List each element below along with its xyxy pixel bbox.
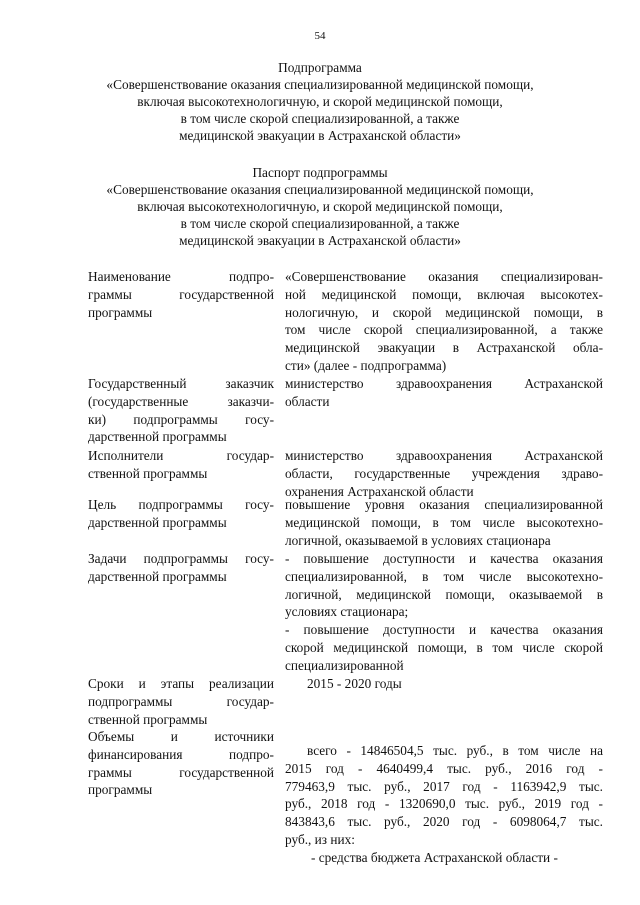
label-line: Сроки и этапы реализации <box>88 676 274 691</box>
label-line: финансирования подпро- <box>88 746 274 762</box>
heading-line: Паспорт подпрограммы <box>252 165 388 180</box>
value-line: 2015 год - 4640499,4 тыс. руб., 2016 год - <box>285 760 603 776</box>
value-line: руб., из них: <box>285 831 355 847</box>
value-line: логичной, оказываемой в условиях стационара <box>285 532 551 548</box>
label-line: Государственный заказчик <box>88 376 274 391</box>
label-line: подпрограммы государ- <box>88 693 274 709</box>
label-line: граммы государственной <box>88 764 274 780</box>
heading-line: включая высокотехнологичную, и скорой медицинской помощи, <box>137 199 503 214</box>
row-label <box>88 268 274 321</box>
label-line: Объемы и источники <box>88 729 274 744</box>
value-line: 2015 - 2020 годы <box>307 676 402 691</box>
label-line: Задачи подпрограммы госу- <box>88 551 274 566</box>
value-line: медицинской помощи, в том числе высокотехно- <box>285 514 603 530</box>
row-label <box>88 447 274 483</box>
row-value <box>285 675 603 693</box>
heading-line: «Совершенствование оказания специализированной медицинской помощи, <box>106 77 534 92</box>
row-value <box>285 447 603 500</box>
value-line: министерство здравоохранения Астраханской <box>285 448 603 463</box>
value-line: логичной, медицинской помощи, оказываемой в <box>285 586 603 602</box>
heading-line: в том числе скорой специализированной, а также <box>180 111 460 126</box>
value-line: ной медицинской помощи, включая высокотех- <box>285 286 603 302</box>
value-line: нологичную, и скорой медицинской помощи, в <box>285 304 603 320</box>
heading-line: включая высокотехнологичную, и скорой медицинской помощи, <box>137 94 503 109</box>
subprogram-heading <box>60 59 580 144</box>
row-label <box>88 728 274 799</box>
label-line: (государственные заказчи- <box>88 393 274 409</box>
heading-line: медицинской эвакуации в Астраханской области» <box>179 128 461 143</box>
heading-line: Подпрограмма <box>278 60 362 75</box>
label-line: граммы государственной <box>88 286 274 302</box>
value-line: том числе скорой специализированной, а также <box>285 322 603 338</box>
value-line: - повышение доступности и качества оказания <box>285 622 603 638</box>
value-line: специализированной, в том числе высокотехно- <box>285 568 603 584</box>
label-line: Наименование подпро- <box>88 269 274 284</box>
value-line: охранения Астраханской области <box>285 483 474 499</box>
heading-line: медицинской эвакуации в Астраханской области» <box>179 233 461 248</box>
value-line: министерство здравоохранения Астраханской <box>285 376 603 391</box>
value-line: 779463,9 тыс. руб., 2017 год - 1163942,9 тыс. <box>285 778 603 794</box>
heading-line: в том числе скорой специализированной, а также <box>180 216 460 231</box>
value-line: области, государственные учреждения здраво- <box>285 465 603 481</box>
label-line: программы <box>88 304 153 320</box>
label-line: дарственной программы <box>88 568 227 584</box>
label-line: ки) подпрограммы госу- <box>88 411 274 427</box>
row-value <box>285 268 603 375</box>
value-line: «Совершенствование оказания специализирован- <box>285 269 603 284</box>
value-line: специализированной <box>285 657 404 673</box>
row-value <box>285 496 603 549</box>
row-value <box>285 375 603 411</box>
label-line: ственной программы <box>88 711 208 727</box>
label-line: Исполнители государ- <box>88 448 274 463</box>
value-line: - средства бюджета Астраханской области - <box>311 849 558 865</box>
value-line: 843843,6 тыс. руб., 2020 год - 6098064,7 тыс. <box>285 814 603 830</box>
value-line: области <box>285 393 330 409</box>
value-line: условиях стационара; <box>285 604 409 620</box>
row-value <box>285 742 603 867</box>
row-value <box>285 550 603 675</box>
value-line: медицинской эвакуации в Астраханской обла- <box>285 340 603 356</box>
heading-line: «Совершенствование оказания специализированной медицинской помощи, <box>106 182 534 197</box>
label-line: дарственной программы <box>88 429 227 445</box>
page-number: 54 <box>314 30 326 42</box>
row-label <box>88 675 274 728</box>
label-line: ственной программы <box>88 465 208 481</box>
row-label <box>88 550 274 586</box>
row-label <box>88 496 274 532</box>
label-line: программы <box>88 782 153 798</box>
row-label <box>88 375 274 446</box>
label-line: дарственной программы <box>88 514 227 530</box>
value-line: сти» (далее - подпрограмма) <box>285 357 447 373</box>
value-line: скорой медицинской помощи, в том числе скорой <box>285 639 603 655</box>
value-line: - повышение доступности и качества оказания <box>285 551 603 566</box>
passport-heading <box>60 164 580 249</box>
value-line: руб., 2018 год - 1320690,0 тыс. руб., 2019 год - <box>285 796 603 812</box>
value-line: повышение уровня оказания специализированной <box>285 497 603 512</box>
value-line: всего - 14846504,5 тыс. руб., в том числе на <box>307 743 603 758</box>
label-line: Цель подпрограммы госу- <box>88 497 274 512</box>
